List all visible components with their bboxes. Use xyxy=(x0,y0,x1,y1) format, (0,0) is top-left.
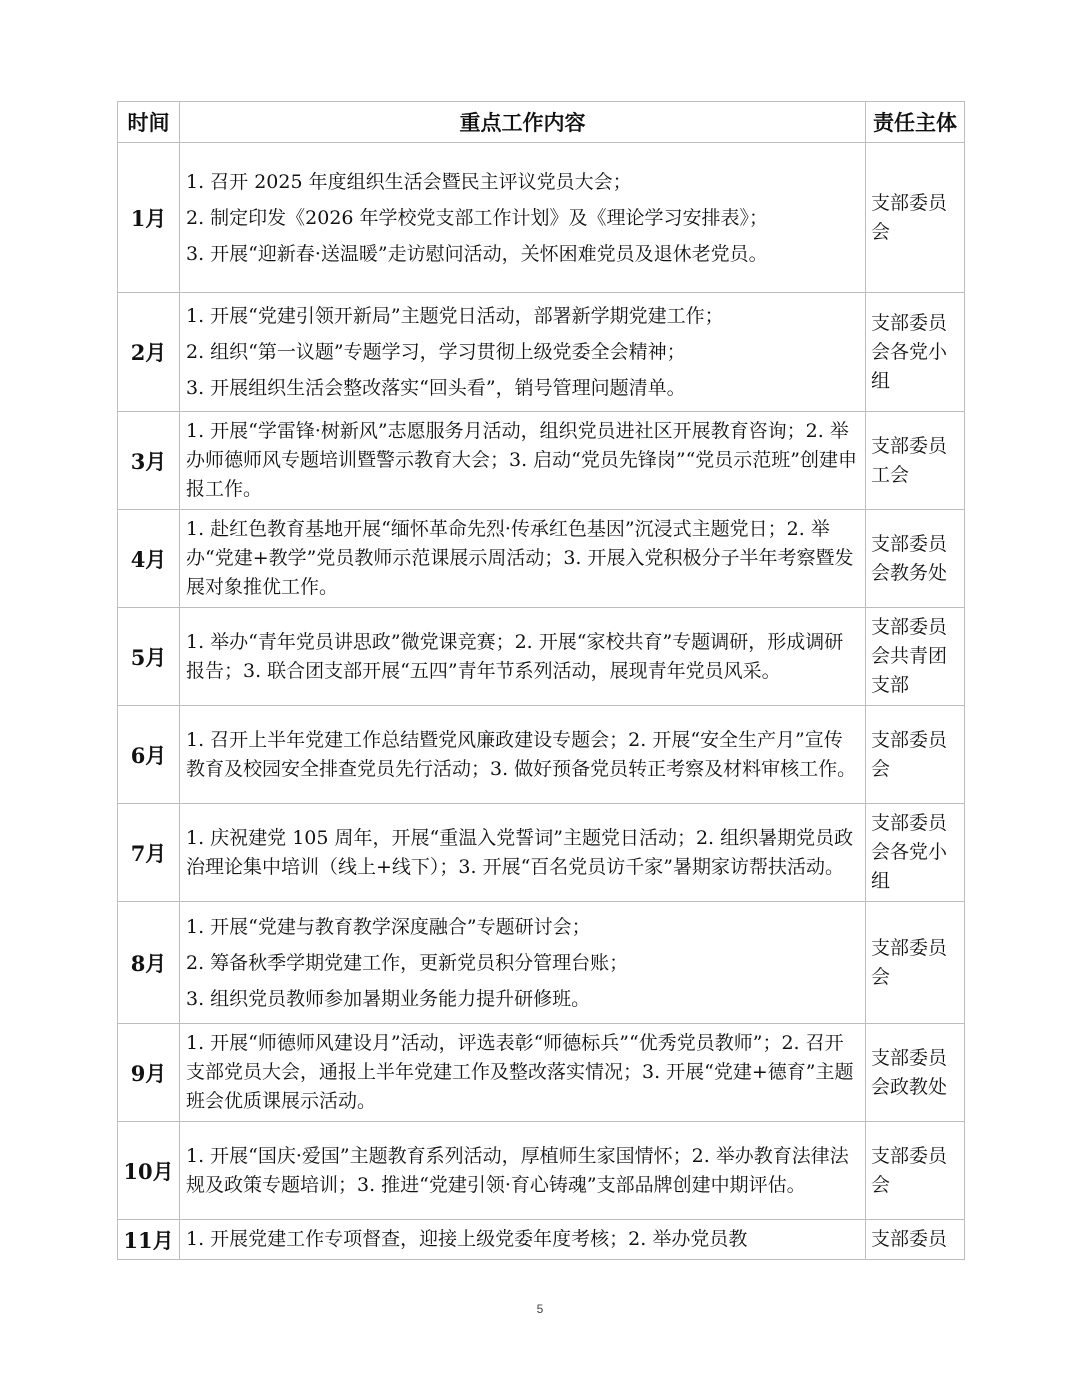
work-item: 1. 举办“青年党员讲思政”微党课竞赛；2. 开展“家校共育”专题调研，形成调研报告；3. 联合团支部开展“五四”青年节系列活动，展现青年党员风采。 xyxy=(186,630,844,682)
work-item: 2. 组织“第一议题”专题学习，学习贯彻上级党委全会精神； xyxy=(186,341,686,363)
content-cell xyxy=(180,706,866,804)
owner-cell: 支部委员会 xyxy=(866,706,965,804)
owner-cell: 支部委员会政教处 xyxy=(866,1024,965,1122)
table-row xyxy=(118,1220,965,1260)
content-cell xyxy=(180,1122,866,1220)
month-cell: 5月 xyxy=(118,608,180,706)
owner-cell: 支部委员会各党小组 xyxy=(866,293,965,412)
owner-cell: 支部委员会 xyxy=(866,143,965,293)
work-item: 1. 召开 2025 年度组织生活会暨民主评议党员大会； xyxy=(186,170,632,193)
month-cell: 4月 xyxy=(118,510,180,608)
month-cell: 2月 xyxy=(118,293,180,412)
work-item: 1. 召开上半年党建工作总结暨党风廉政建设专题会；2. 开展“安全生产月”宣传教育及校园安全排查党员先行活动；3. 做好预备党员转正考察及材料审核工作。 xyxy=(186,728,857,780)
table-row xyxy=(118,412,965,510)
header-content: 重点工作内容 xyxy=(180,102,866,143)
table-row xyxy=(118,293,965,412)
work-item: 3. 开展“迎新春·送温暖”走访慰问活动，关怀困难党员及退休老党员。 xyxy=(186,242,768,265)
work-item: 1. 开展“学雷锋·树新风”志愿服务月活动，组织党员进社区开展教育咨询；2. 举办师德师风专题培训暨警示教育大会；3. 启动“党员先锋岗”“党员示范班”创建申报工作。 xyxy=(186,420,858,500)
month-cell: 7月 xyxy=(118,804,180,902)
table-row xyxy=(118,1024,965,1122)
owner-cell: 支部委员会教务处 xyxy=(866,510,965,608)
owner-cell: 支部委员会 xyxy=(866,902,965,1024)
work-item: 1. 开展“国庆·爱国”主题教育系列活动，厚植师生家国情怀；2. 举办教育法律法规及政策专题培训；3. 推进“党建引领·育心铸魂”支部品牌创建中期评估。 xyxy=(186,1144,849,1196)
page-number: 5 xyxy=(536,1302,544,1316)
header-owner: 责任主体 xyxy=(866,102,965,143)
month-cell: 8月 xyxy=(118,902,180,1024)
month-cell: 11月 xyxy=(118,1220,180,1260)
work-item: 1. 赴红色教育基地开展“缅怀革命先烈·传承红色基因”沉浸式主题党日；2. 举办“党建+教学”党员教师示范课展示周活动；3. 开展入党积极分子半年考察暨发展对象推优工作。 xyxy=(186,518,854,598)
work-item: 1. 开展党建工作专项督查，迎接上级党委年度考核；2. 举办党员教 xyxy=(186,1228,748,1250)
header-time: 时间 xyxy=(118,102,180,143)
content-cell xyxy=(180,510,866,608)
work-item: 2. 制定印发《2026 年学校党支部工作计划》及《理论学习安排表》； xyxy=(186,206,769,229)
content-cell xyxy=(180,293,866,412)
table-row xyxy=(118,608,965,706)
work-item: 3. 组织党员教师参加暑期业务能力提升研修班。 xyxy=(186,987,591,1010)
work-item: 1. 开展“师德师风建设月”活动，评选表彰“师德标兵”“优秀党员教师”；2. 召开支部党员大会，通报上半年党建工作及整改落实情况；3. 开展“党建+德育”主题班会优质课展示活动。 xyxy=(186,1032,854,1112)
owner-cell: 支部委员会 xyxy=(866,1122,965,1220)
work-item: 3. 开展组织生活会整改落实“回头看”，销号管理问题清单。 xyxy=(186,377,686,399)
table-row xyxy=(118,510,965,608)
content-cell xyxy=(180,608,866,706)
month-cell: 3月 xyxy=(118,412,180,510)
work-item: 1. 庆祝建党 105 周年，开展“重温入党誓词”主题党日活动；2. 组织暑期党员政治理论集中培训（线上+线下）；3. 开展“百名党员访千家”暑期家访帮扶活动。 xyxy=(186,826,854,878)
table-row xyxy=(118,706,965,804)
content-cell xyxy=(180,412,866,510)
table-row xyxy=(118,804,965,902)
content-cell xyxy=(180,804,866,902)
owner-cell: 支部委员工会 xyxy=(866,412,965,510)
month-cell: 6月 xyxy=(118,706,180,804)
content-cell xyxy=(180,1024,866,1122)
owner-cell: 支部委员 xyxy=(866,1220,965,1260)
work-plan-table xyxy=(117,101,965,1260)
content-cell xyxy=(180,1220,866,1260)
content-cell xyxy=(180,902,866,1024)
table-header-row xyxy=(118,102,965,143)
table-row xyxy=(118,902,965,1024)
table-row xyxy=(118,143,965,293)
owner-cell: 支部委员会共青团支部 xyxy=(866,608,965,706)
table-row xyxy=(118,1122,965,1220)
content-cell xyxy=(180,143,866,293)
month-cell: 9月 xyxy=(118,1024,180,1122)
work-item: 1. 开展“党建引领开新局”主题党日活动，部署新学期党建工作； xyxy=(186,305,724,327)
work-item: 2. 筹备秋季学期党建工作，更新党员积分管理台账； xyxy=(186,951,629,974)
month-cell: 1月 xyxy=(118,143,180,293)
work-item: 1. 开展“党建与教育教学深度融合”专题研讨会； xyxy=(186,915,591,938)
owner-cell: 支部委员会各党小组 xyxy=(866,804,965,902)
month-cell: 10月 xyxy=(118,1122,180,1220)
